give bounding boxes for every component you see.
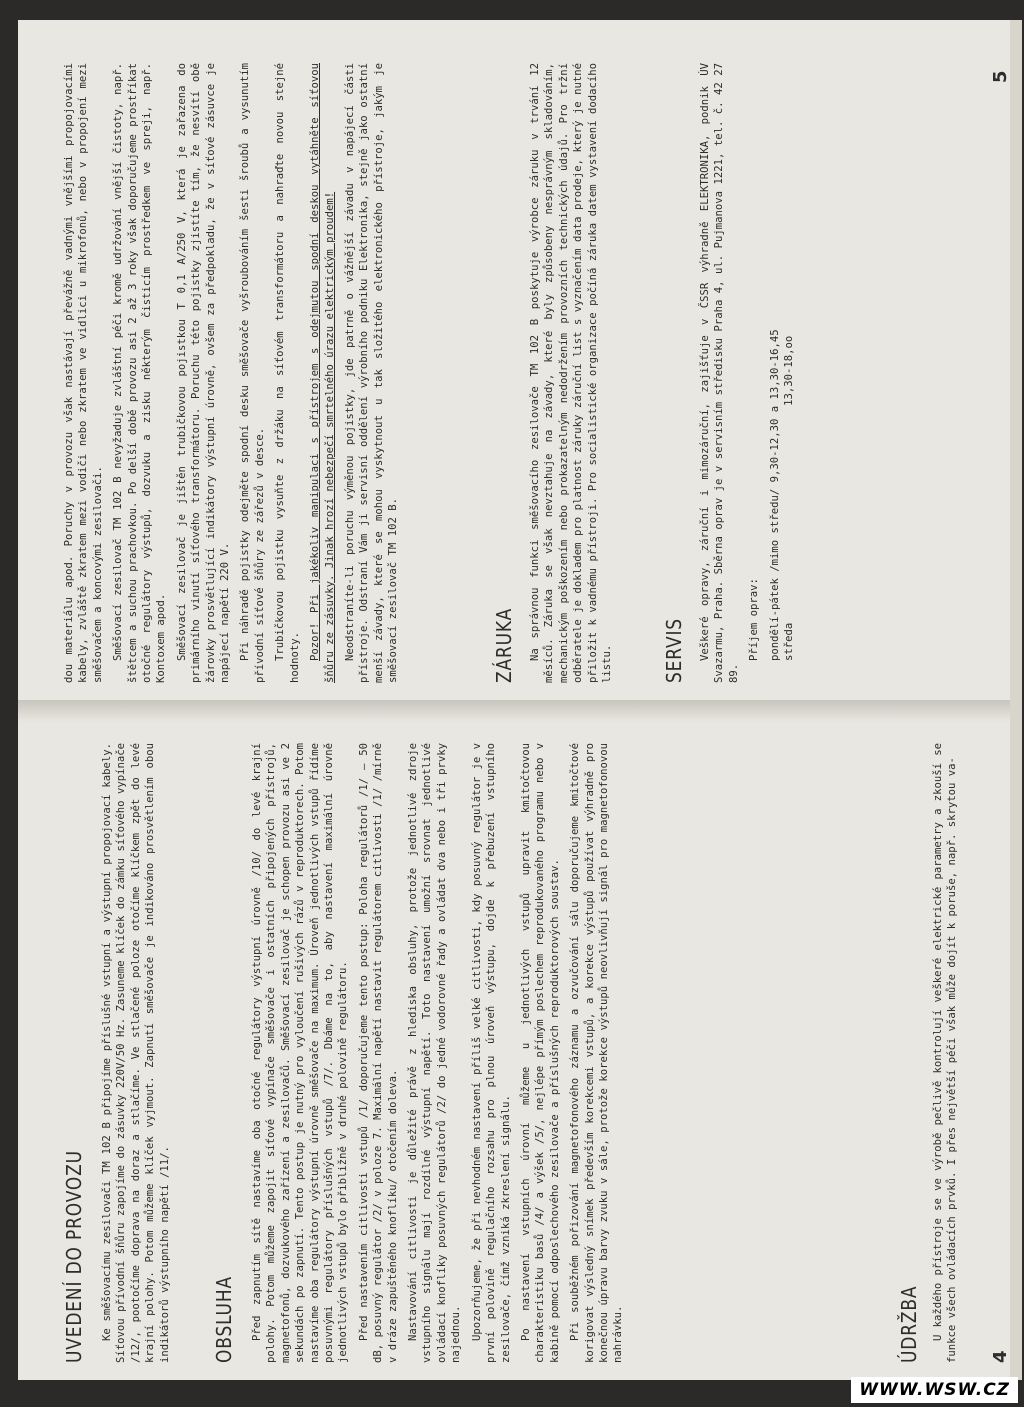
paragraph: Veškeré opravy, záruční i mimozáruční, zajišťuje v ČSSR výhradně ELEKTRONIKA, podnik ÚV Svazarmu, Praha. Sběrna oprav je v servisním středisku Praha 4, ul. Pujmanova 1221, tel. č. 42 27 89. [699,63,740,683]
hours-row: pondělí-pátek /mimo středu/ 9,30-12,30 a 13,30-16,45 [768,329,781,661]
paragraph: Při souběžném pořizování magnetofonového záznamu a ozvučování sálu doporučujeme kmitočtové korigovat výsledný snímek především korekcemi vstupů, a korekce výstupů používat výhradně pro konečnou úpravu barvy zvuku v sále, protože korekce výstupů neovlivňují signál pro magnetofonovou nahrávku. [569,743,625,1363]
hours-table [768,63,797,683]
paragraph: Při náhradě pojistky odejměte spodní desku směšovače vyšroubováním šesti šroubů a vysunutím přívodní síťové šňůry ze zářezů v desce. [239,63,266,683]
watermark: WWW.WSW.CZ [851,1377,1018,1403]
paragraph: Po nastavení vstupních úrovní můžeme u jednotlivých vstupů upravit kmitočtovou charakteristiku basů /4/ a výšek /5/, nejlépe přímým poslechem reprodukovaného programu nebo v kabině pomocí odposlechového zesilovače a příslušných reproduktorových soustav. [519,743,561,1363]
section-title: SERVIS [662,618,686,683]
page-number: 4 [990,1350,1011,1363]
section-title: ÚDRŽBA [897,1285,921,1363]
hours-row: středa 13,30-18,oo [783,335,796,661]
section-servis [662,63,796,683]
section-zaruka [492,63,620,683]
paragraph: Na správnou funkci směšovacího zesilovače TM 102 B poskytuje výrobce záruku v trvání 12 měsíců. Záruka se však nevztahuje na závady, které byly způsobeny nesprávným skladováním, mechanickým poškozením nebo prokazatelným nedodržením provozních technických údajů. Pro tržní odběratele je dokladem pro platnost záruky záruční list s vyznačením data prodeje, který je nutné přiložit k vadnému přístroji. Pro socialistické organizace počíná záruka datem vystavení dodacího listu. [529,63,614,683]
paragraph: Trubičkovou pojistku vysuňte z držáku na síťovém transformátoru a nahraďte novou stejné hodnoty. [274,63,301,683]
section-title: UVEDENÍ DO PROVOZU [62,1150,86,1363]
paragraph: Směšovací zesilovač je jištěn trubičkovou pojistkou T 0,1 A/250 V, která je zařazena do primárního vinutí síťového transformátoru. Poruchu této pojistky zjistíte tím, že nesvítí obě žárovky prosvětlující indikátory výstupní úrovně, ovšem za předpokladu, že v síťové zásuvce je napájecí napětí 220 V. [175,63,232,683]
warning-paragraph: Pozor! Při jakékoliv manipulaci s přístrojem s odejmutou spodní deskou vytáhněte síťovou šňůru ze zásuvky. Jinak hrozí nebezpečí smrtelného úrazu elektrickým proudem! [309,63,336,683]
paragraph: Před zapnutím sítě nastavíme oba otočné regulátory výstupní úrovně /10/ do levé krajní polohy. Potom můžeme zapojit síťové vypínače směšovače i ostatních připojených přístrojů, magnetofonů, dozvukového zařízení a zesilovačů. Směšovací zesilovač je schopen provozu asi ve 2 sekundách po zapnutí. Tento postup je nutný pro vyloučení rušivých rázů v reproduktorech. Potom nastavíme oba regulátory výstupní úrovně směšovače na maximum. Úroveň jednotlivých vstupů řídíme posuvnými regulátory příslušných vstupů /7/. Dbáme na to, aby nastavení maximální úrovně jednotlivých vstupů bylo přibližně v druhé polovině regulátoru. [251,743,350,1363]
hours-label: Příjem oprav: [748,578,761,661]
page-5 [22,43,1022,683]
page-number: 5 [990,70,1011,83]
paragraph: dou materiálu apod. Poruchy v provozu však nastávají převážně vadnými vnějšími propojovacími kabely, zvláště zkratem mezi vodiči nebo zkratem ve vidlici u mikrofonů, nebo v propojení mezi směšovačem a koncovými zesilovači. [63,63,104,683]
rotated-spread [22,43,1022,1383]
paragraph: Směšovací zesilovač TM 102 B nevyžaduje zvláštní péči kromě udržování vnější čistoty, např. štětcem a suchou prachovkou. Po delší době provozu asi 2 až 3 roky však doporučujeme prostříkat otočné regulátory výstupů, dozvuku a zisku některým čisticím prostředkem ve spreji, např. Kontoxem apod. [112,63,168,683]
paragraph: Ke směšovacímu zesilovači TM 102 B připojíme příslušné vstupní a výstupní propojovací kabely. Síťovou přívodní šňůru zapojíme do zásuvky 220V/50 Hz. Zasuneme klíček do zámku síťového vypínače /12/, pootočíme doprava na doraz a stlačíme. Ve stlačené poloze otočíme klíčkem zpět do levé krajní polohy. Potom můžeme klíček vyjmout. Zapnutí směšovače je indikováno prosvětlením obou indikátorů výstupního napětí /11/. [101,743,171,1363]
paragraph: U každého přístroje se ve výrobě pečlivě kontrolují veškeré elektrické parametry a zkouší se funkce všech ovládacích prvků. I přes největší péči však může dojít k poruše, např. skrytou va- [932,743,959,1363]
page-4 [22,723,1022,1363]
paragraph: Upozorňujeme, že při nevhodném nastavení příliš velké citlivosti, kdy posuvný regulátor je v první polovině regulačního rozsahu pro plnou úroveň výstupu, dojde k přebuzení vstupního zesilovače, čímž vzniká zkreslení signálu. [470,743,512,1363]
section-udrzba-cont [62,63,407,683]
section-udrzba [897,743,966,1363]
paragraph: Neodstraníte-li poruchu výměnou pojistky, jde patrně o vážnější závadu v napájecí části přístroje. Odstraní Vám ji servisní oddělení výrobního podniku Elektronika, stejně jako ostatní menší závady, které se mohou vyskytnout u tak složitého elektronického přístroje, jakým je směšovací zesilovač TM 102 B. [343,63,400,683]
section-uvedeni [62,743,178,1363]
section-title: ZÁRUKA [492,607,516,683]
section-obsluha [212,743,632,1363]
paragraph: Před nastavením citlivosti vstupů /1/ doporučujeme tento postup: Poloha regulátorů /1/ – 50 dB, posuvný regulátor /2/ v poloze 7. Maximální napětí nastavit regulátorem citlivosti /1/ /mírně v dráze zapuštěného knoflíku/ otočením doleva. [357,743,399,1363]
section-title: OBSLUHA [212,1276,236,1363]
paragraph: Nastavování citlivosti je důležité právě z hlediska obsluhy, protože jednotlivé zdroje vstupního signálu mají rozdílné výstupní napětí. Toto nastavení umožní srovnat jednotlivé ovládací knoflíky posuvných regulátorů /2/ do jedné vodorovné řady a ovládat dva nebo i tři prvky najednou. [407,743,463,1363]
scan-border [0,0,18,1407]
